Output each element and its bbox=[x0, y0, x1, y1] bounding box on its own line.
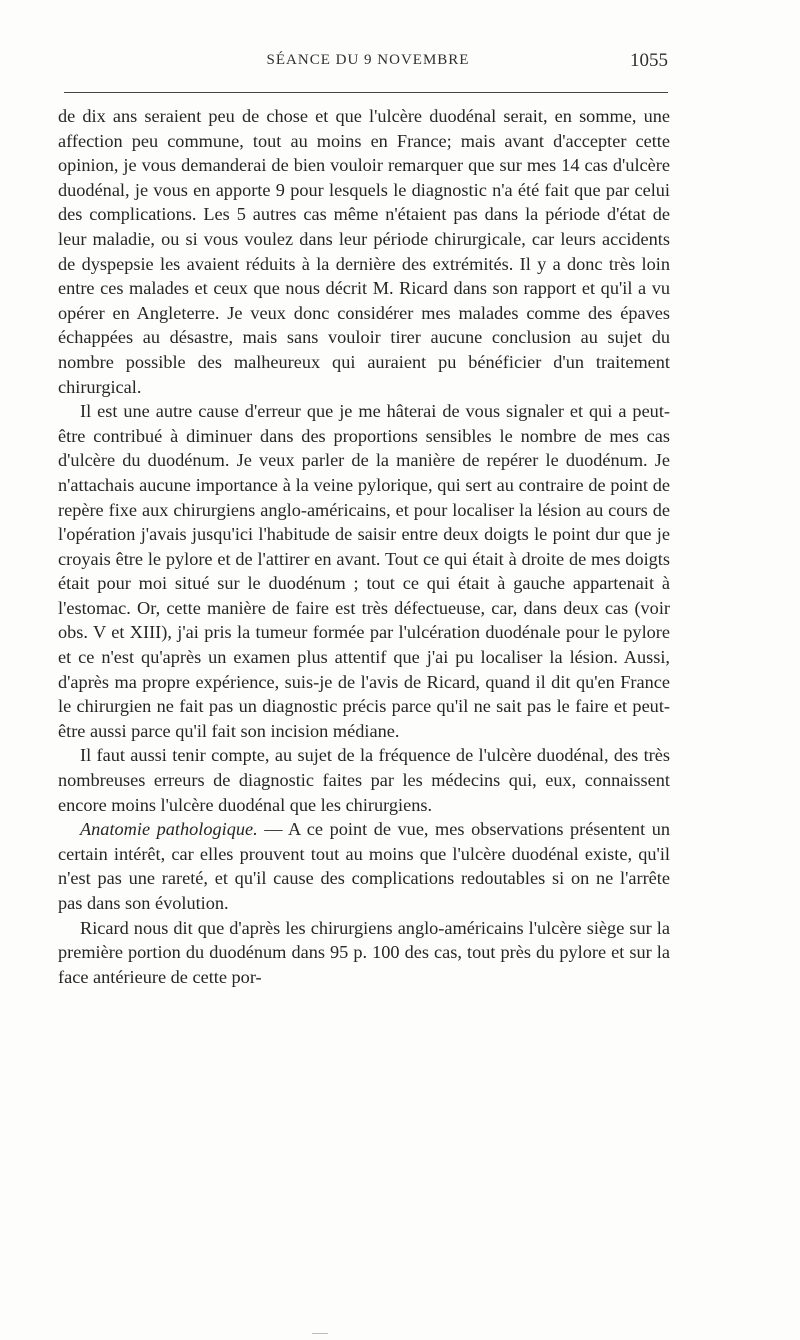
section-label: Anatomie pathologique. bbox=[80, 819, 258, 840]
paragraph-diagnostic-errors: Il faut aussi tenir compte, au sujet de la fréquence de l'ulcère duodénal, des très nombreuses erreurs de diagnostic faites par les médecins qui, eux, connaissent encore moins l'ulcère duodénal que les chirurgiens. bbox=[58, 745, 670, 815]
page-header bbox=[68, 52, 668, 78]
body-text bbox=[58, 104, 670, 989]
paragraph-ricard: Ricard nous dit que d'après les chirurgiens anglo-américains l'ulcère siège sur la première portion du duodénum dans 95 p. 100 des cas, tout près du pylore et sur la face antérieure de cette por- bbox=[58, 917, 670, 987]
paragraph-error-cause: Il est une autre cause d'erreur que je me hâterai de vous signaler et qui a peut-être contribué à diminuer dans des proportions sensibles le nombre de mes cas d'ulcère du duodénum. Je veux parler de la manière de repérer le duodénum. Je n'attachais aucune importance à la veine pylorique, qui sert au contraire de point de repère fixe aux chirurgiens anglo-américains, et pour localiser la lésion au cours de l'opération j'avais jusqu'ici l'habitude de saisir entre deux doigts le point dur que je croyais être le pylore et de l'attirer en avant. Tout ce qui était à droite de mes doigts était pour moi situé sur le duodénum ; tout ce qui était à gauche appartenait à l'estomac. Or, cette manière de faire est très défectueuse, car, dans deux cas (voir obs. V et XIII), j'ai pris la tumeur formée par l'ulcération duodénale pour le pylore et ce n'est qu'après un examen plus attentif que j'ai pu localiser la lésion. Aussi, d'après ma propre expérience, suis-je de l'avis de Ricard, quand il dit qu'en France le chirurgien ne fait pas un diagnostic précis parce qu'il ne sait pas le faire et peut-être aussi parce qu'il fait son incision médiane. bbox=[58, 401, 670, 741]
footer-mark bbox=[312, 1333, 328, 1334]
page-number: 1055 bbox=[630, 50, 668, 71]
paragraph-continued: de dix ans seraient peu de chose et que l'ulcère duodénal serait, en somme, une affection peu commune, tout au moins en France; mais avant d'accepter cette opinion, je vous demanderai de bien vouloir remarquer que sur mes 14 cas d'ulcère duodénal, je vous en apporte 9 pour lesquels le diagnostic n'a été fait que par celui des complications. Les 5 autres cas même n'étaient pas dans la période d'état de leur maladie, ou si vous voulez dans leur période chirurgicale, car leurs accidents de dyspepsie les avaient réduits à la dernière des extrémités. Il y a donc très loin entre ces malades et ceux que nous décrit M. Ricard dans son rapport et qu'il a vu opérer en Angleterre. Je veux donc considérer mes malades comme des épaves échappées au désastre, mais sans vouloir tirer aucune conclusion au sujet du nombre possible des malheureux qui auraient pu bénéficier d'un traitement chirurgical. bbox=[58, 106, 670, 397]
paragraph-anatomie-pathologique bbox=[58, 817, 670, 915]
running-head: SÉANCE DU 9 NOVEMBRE bbox=[266, 52, 470, 68]
section-text: — A ce point de vue, mes observations présentent un certain intérêt, car elles prouvent tout au moins que l'ulcère duodénal existe, qu'il n'est pas une rareté, et qu'il cause des complications redoutables si on ne l'arrête pas dans son évolution. bbox=[58, 819, 670, 913]
header-rule bbox=[64, 92, 668, 93]
